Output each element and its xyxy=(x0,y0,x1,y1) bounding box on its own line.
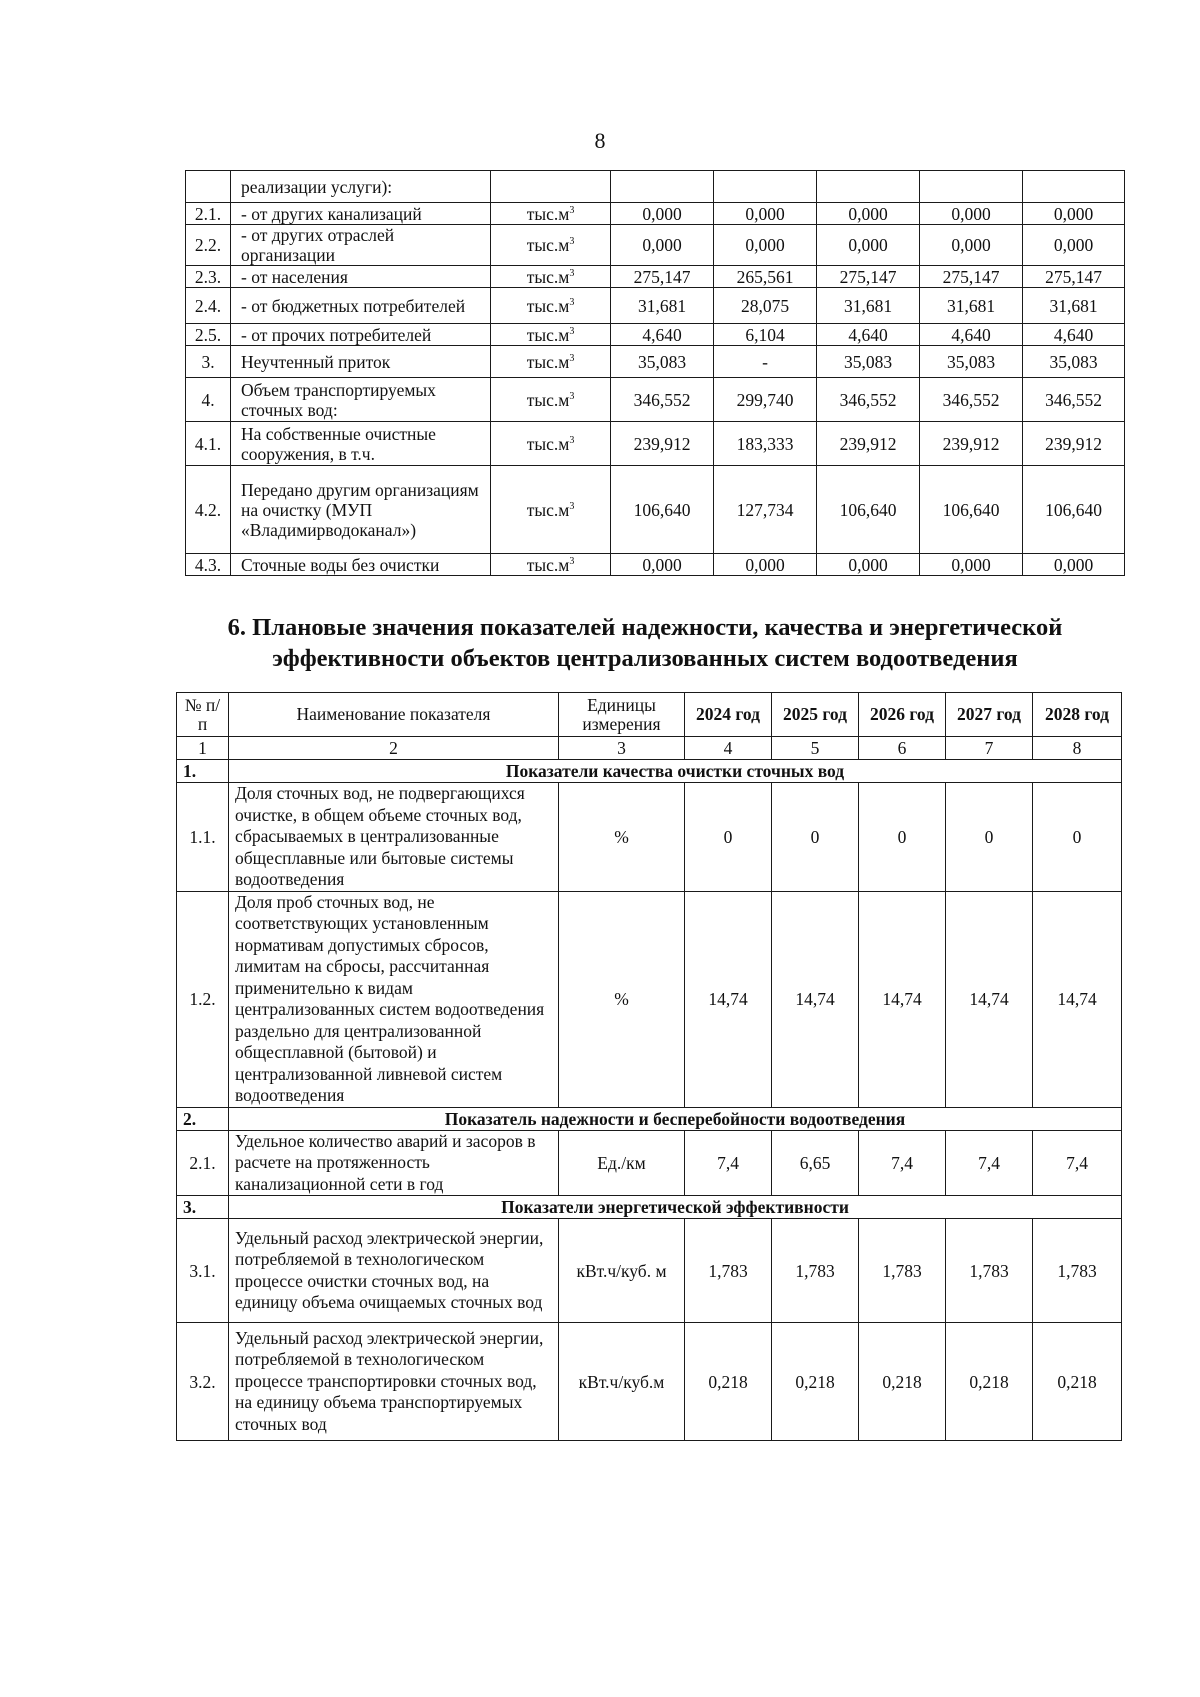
section-title: 6. Плановые значения показателей надежности, качества и энергетической эффективности объектов централизованных систем водоотведения xyxy=(227,614,1063,672)
header-num: № п/п xyxy=(177,693,229,737)
header-year: 2027 год xyxy=(946,693,1033,737)
value-cell: 35,083 xyxy=(920,346,1023,378)
unit-cell xyxy=(491,171,611,203)
unit-superscript: 3 xyxy=(569,555,575,567)
indicator-row xyxy=(177,1219,1122,1323)
row-number: 2.1. xyxy=(186,203,231,225)
unit-cell: кВт.ч/куб.м xyxy=(559,1323,685,1441)
row-number: 2.3. xyxy=(186,266,231,288)
unit-cell: % xyxy=(559,783,685,892)
indicator-name: - от прочих потребителей xyxy=(231,324,491,346)
unit-superscript: 3 xyxy=(569,236,575,248)
value-cell: 28,075 xyxy=(714,288,817,324)
value-cell: 106,640 xyxy=(611,466,714,554)
value-cell: 275,147 xyxy=(817,266,920,288)
header-year: 2024 год xyxy=(685,693,772,737)
table-row xyxy=(186,288,1125,324)
unit-superscript: 3 xyxy=(569,500,575,512)
value-cell: 0 xyxy=(859,783,946,892)
table-row xyxy=(186,266,1125,288)
value-cell: 299,740 xyxy=(714,378,817,422)
value-cell: 0,218 xyxy=(685,1323,772,1441)
unit-superscript: 3 xyxy=(569,352,575,364)
unit-cell xyxy=(491,466,611,554)
indicators-table xyxy=(176,692,1122,1441)
row-number: 4.3. xyxy=(186,554,231,576)
table-header-row xyxy=(177,693,1122,737)
value-cell: 106,640 xyxy=(817,466,920,554)
value-cell: 265,561 xyxy=(714,266,817,288)
row-number: 4. xyxy=(186,378,231,422)
section-title-cell: Показатель надежности и бесперебойности водоотведения xyxy=(229,1107,1122,1130)
value-cell: 0 xyxy=(946,783,1033,892)
value-cell: 0,000 xyxy=(817,225,920,266)
value-cell: 346,552 xyxy=(611,378,714,422)
value-cell: 0,000 xyxy=(714,225,817,266)
value-cell: 14,74 xyxy=(772,891,859,1107)
value-cell: 275,147 xyxy=(920,266,1023,288)
row-number: 1.2. xyxy=(177,891,229,1107)
unit-cell xyxy=(491,346,611,378)
row-number: 2.5. xyxy=(186,324,231,346)
value-cell: 1,783 xyxy=(685,1219,772,1323)
value-cell: 0,218 xyxy=(946,1323,1033,1441)
value-cell: 0,000 xyxy=(920,554,1023,576)
value-cell: - xyxy=(714,346,817,378)
unit-label: тыс.м xyxy=(526,324,570,345)
unit-label: тыс.м xyxy=(526,389,570,410)
section-row xyxy=(177,1107,1122,1130)
indicator-row xyxy=(177,891,1122,1107)
value-cell: 31,681 xyxy=(1023,288,1125,324)
column-number: 6 xyxy=(859,737,946,760)
row-number: 2.1. xyxy=(177,1130,229,1196)
value-cell: 346,552 xyxy=(1023,378,1125,422)
unit-cell xyxy=(491,225,611,266)
indicator-name: Объем транспортируемых сточных вод: xyxy=(231,378,491,422)
indicator-name: Передано другим организациям на очистку (МУП «Владимирводоканал») xyxy=(231,466,491,554)
value-cell: 239,912 xyxy=(611,422,714,466)
value-cell xyxy=(611,171,714,203)
indicator-name: Неучтенный приток xyxy=(231,346,491,378)
unit-label: тыс.м xyxy=(526,351,570,372)
value-cell: 31,681 xyxy=(611,288,714,324)
header-year: 2025 год xyxy=(772,693,859,737)
indicator-name: - от бюджетных потребителей xyxy=(231,288,491,324)
value-cell: 0,000 xyxy=(920,225,1023,266)
section-row xyxy=(177,760,1122,783)
value-cell: 31,681 xyxy=(817,288,920,324)
column-number-row xyxy=(177,737,1122,760)
column-number: 2 xyxy=(229,737,559,760)
column-number: 7 xyxy=(946,737,1033,760)
row-number: 3. xyxy=(186,346,231,378)
indicator-name: - от других канализаций xyxy=(231,203,491,225)
value-cell: 0,218 xyxy=(772,1323,859,1441)
value-cell: 127,734 xyxy=(714,466,817,554)
row-number xyxy=(186,171,231,203)
value-cell: 31,681 xyxy=(920,288,1023,324)
unit-superscript: 3 xyxy=(569,296,575,308)
value-cell: 1,783 xyxy=(772,1219,859,1323)
value-cell: 7,4 xyxy=(685,1130,772,1196)
value-cell: 1,783 xyxy=(859,1219,946,1323)
header-year: 2026 год xyxy=(859,693,946,737)
value-cell: 14,74 xyxy=(1033,891,1122,1107)
indicator-name: Сточные воды без очистки xyxy=(231,554,491,576)
unit-cell xyxy=(491,422,611,466)
value-cell xyxy=(817,171,920,203)
indicator-name: Удельный расход электрической энергии, потребляемой в технологическом процессе транспортировки сточных вод, на единицу объема транспортируемых сточных вод xyxy=(229,1323,559,1441)
value-cell: 0 xyxy=(1033,783,1122,892)
value-cell: 0 xyxy=(772,783,859,892)
value-cell: 0,000 xyxy=(1023,225,1125,266)
value-cell: 1,783 xyxy=(1033,1219,1122,1323)
value-cell: 0,000 xyxy=(714,203,817,225)
value-cell: 4,640 xyxy=(817,324,920,346)
value-cell: 7,4 xyxy=(859,1130,946,1196)
row-number: 2.4. xyxy=(186,288,231,324)
value-cell: 0,000 xyxy=(611,554,714,576)
section-title-cell: Показатели энергетической эффективности xyxy=(229,1196,1122,1219)
value-cell: 6,65 xyxy=(772,1130,859,1196)
unit-cell: кВт.ч/куб. м xyxy=(559,1219,685,1323)
value-cell: 6,104 xyxy=(714,324,817,346)
table-row xyxy=(186,378,1125,422)
section-number: 3. xyxy=(177,1196,229,1219)
column-number: 8 xyxy=(1033,737,1122,760)
column-number: 1 xyxy=(177,737,229,760)
value-cell: 14,74 xyxy=(946,891,1033,1107)
table-row xyxy=(186,225,1125,266)
unit-cell xyxy=(491,288,611,324)
section-number: 2. xyxy=(177,1107,229,1130)
value-cell: 0,000 xyxy=(920,203,1023,225)
unit-cell: % xyxy=(559,891,685,1107)
section-row xyxy=(177,1196,1122,1219)
value-cell: 0,000 xyxy=(611,225,714,266)
unit-label: тыс.м xyxy=(526,295,570,316)
value-cell: 0,000 xyxy=(817,203,920,225)
unit-cell xyxy=(491,378,611,422)
indicator-name: - от населения xyxy=(231,266,491,288)
value-cell: 0,000 xyxy=(1023,203,1125,225)
value-cell: 0,218 xyxy=(1033,1323,1122,1441)
unit-cell xyxy=(491,266,611,288)
indicator-name: Удельное количество аварий и засоров в расчете на протяженность канализационной сети в год xyxy=(229,1130,559,1196)
unit-superscript: 3 xyxy=(569,204,575,216)
value-cell: 239,912 xyxy=(817,422,920,466)
row-number: 1.1. xyxy=(177,783,229,892)
value-cell: 14,74 xyxy=(859,891,946,1107)
indicator-row xyxy=(177,1130,1122,1196)
column-number: 3 xyxy=(559,737,685,760)
header-unit: Единицы измерения xyxy=(559,693,685,737)
table-row xyxy=(186,171,1125,203)
value-cell: 0 xyxy=(685,783,772,892)
indicator-name: На собственные очистные сооружения, в т.ч. xyxy=(231,422,491,466)
unit-label: тыс.м xyxy=(526,203,570,224)
value-cell: 275,147 xyxy=(1023,266,1125,288)
value-cell: 0,218 xyxy=(859,1323,946,1441)
unit-cell xyxy=(491,324,611,346)
value-cell: 346,552 xyxy=(817,378,920,422)
indicator-row xyxy=(177,783,1122,892)
value-cell xyxy=(714,171,817,203)
page-number: 8 xyxy=(594,128,606,153)
wastewater-volume-table xyxy=(185,170,1125,576)
value-cell: 35,083 xyxy=(817,346,920,378)
section-number: 1. xyxy=(177,760,229,783)
indicator-name: Удельный расход электрической энергии, потребляемой в технологическом процессе очистки сточных вод, на единицу объема очищаемых сточных вод xyxy=(229,1219,559,1323)
row-number: 3.1. xyxy=(177,1219,229,1323)
column-number: 5 xyxy=(772,737,859,760)
value-cell: 275,147 xyxy=(611,266,714,288)
value-cell: 7,4 xyxy=(1033,1130,1122,1196)
unit-label: тыс.м xyxy=(526,433,570,454)
value-cell: 35,083 xyxy=(1023,346,1125,378)
value-cell xyxy=(1023,171,1125,203)
table-row xyxy=(186,203,1125,225)
value-cell: 0,000 xyxy=(1023,554,1125,576)
value-cell xyxy=(920,171,1023,203)
value-cell: 14,74 xyxy=(685,891,772,1107)
row-number: 4.2. xyxy=(186,466,231,554)
indicator-row xyxy=(177,1323,1122,1441)
unit-superscript: 3 xyxy=(569,267,575,279)
table-row xyxy=(186,324,1125,346)
column-number: 4 xyxy=(685,737,772,760)
table-row xyxy=(186,346,1125,378)
row-number: 3.2. xyxy=(177,1323,229,1441)
unit-label: тыс.м xyxy=(526,266,570,287)
header-name: Наименование показателя xyxy=(229,693,559,737)
unit-label: тыс.м xyxy=(526,499,570,520)
table-row xyxy=(186,554,1125,576)
value-cell: 0,000 xyxy=(714,554,817,576)
value-cell: 35,083 xyxy=(611,346,714,378)
unit-cell xyxy=(491,203,611,225)
value-cell: 4,640 xyxy=(1023,324,1125,346)
indicator-name: Доля сточных вод, не подвергающихся очистке, в общем объеме сточных вод, сбрасываемых в централизованные общесплавные или бытовые системы водоотведения xyxy=(229,783,559,892)
indicator-name: - от других отраслей организации xyxy=(231,225,491,266)
value-cell: 239,912 xyxy=(920,422,1023,466)
row-number: 2.2. xyxy=(186,225,231,266)
value-cell: 106,640 xyxy=(920,466,1023,554)
unit-superscript: 3 xyxy=(569,390,575,402)
value-cell: 0,000 xyxy=(611,203,714,225)
value-cell: 4,640 xyxy=(611,324,714,346)
section-title-cell: Показатели качества очистки сточных вод xyxy=(229,760,1122,783)
value-cell: 1,783 xyxy=(946,1219,1033,1323)
unit-cell: Ед./км xyxy=(559,1130,685,1196)
value-cell: 183,333 xyxy=(714,422,817,466)
header-year: 2028 год xyxy=(1033,693,1122,737)
table-row xyxy=(186,422,1125,466)
value-cell: 346,552 xyxy=(920,378,1023,422)
indicator-name: Доля проб сточных вод, не соответствующих установленным нормативам допустимых сбросов, лимитам на сбросы, рассчитанная применительно к видам централизованных систем водоотведения раздельно для централизованной общесплавной (бытовой) и централизованной ливневой систем водоотведения xyxy=(229,891,559,1107)
unit-label: тыс.м xyxy=(526,235,570,255)
value-cell: 4,640 xyxy=(920,324,1023,346)
value-cell: 0,000 xyxy=(817,554,920,576)
indicator-name: реализации услуги): xyxy=(231,171,491,203)
unit-superscript: 3 xyxy=(569,325,575,337)
value-cell: 239,912 xyxy=(1023,422,1125,466)
unit-superscript: 3 xyxy=(569,434,575,446)
value-cell: 106,640 xyxy=(1023,466,1125,554)
unit-cell xyxy=(491,554,611,576)
value-cell: 7,4 xyxy=(946,1130,1033,1196)
table-row xyxy=(186,466,1125,554)
unit-label: тыс.м xyxy=(526,554,570,575)
row-number: 4.1. xyxy=(186,422,231,466)
